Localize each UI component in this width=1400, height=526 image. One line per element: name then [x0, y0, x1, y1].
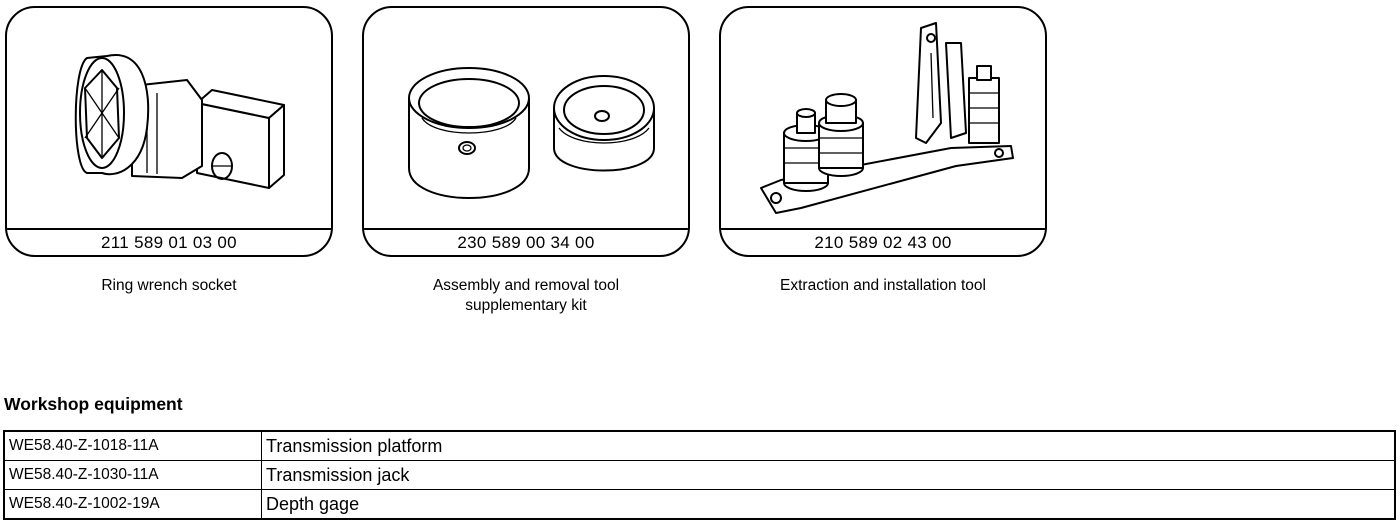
equipment-description: Depth gage	[262, 490, 1396, 520]
equipment-description: Transmission jack	[262, 461, 1396, 490]
workshop-equipment-table	[3, 430, 1396, 520]
equipment-description: Transmission platform	[262, 431, 1396, 461]
tool-caption: Ring wrench socket	[101, 277, 237, 294]
part-number: 230 589 00 34 00	[364, 228, 688, 255]
ring-wrench-socket-icon	[7, 8, 331, 228]
part-number: 211 589 01 03 00	[7, 228, 331, 255]
section-title: Workshop equipment	[4, 394, 183, 414]
cup-tool-kit-icon	[364, 8, 688, 228]
tool-card-extraction-installation	[719, 6, 1047, 257]
part-number: 210 589 02 43 00	[721, 228, 1045, 255]
table-row	[4, 490, 1395, 520]
table-row	[4, 431, 1395, 461]
table-row	[4, 461, 1395, 490]
tool-caption: Assembly and removal tool supplementary kit	[432, 277, 620, 314]
extraction-tool-icon	[721, 8, 1045, 228]
tool-card-assembly-removal-kit	[362, 6, 690, 257]
equipment-code: WE58.40-Z-1030-11A	[4, 461, 262, 490]
tool-card-ring-wrench-socket	[5, 6, 333, 257]
equipment-code: WE58.40-Z-1002-19A	[4, 490, 262, 520]
tool-caption: Extraction and installation tool	[780, 277, 986, 294]
equipment-code: WE58.40-Z-1018-11A	[4, 431, 262, 461]
